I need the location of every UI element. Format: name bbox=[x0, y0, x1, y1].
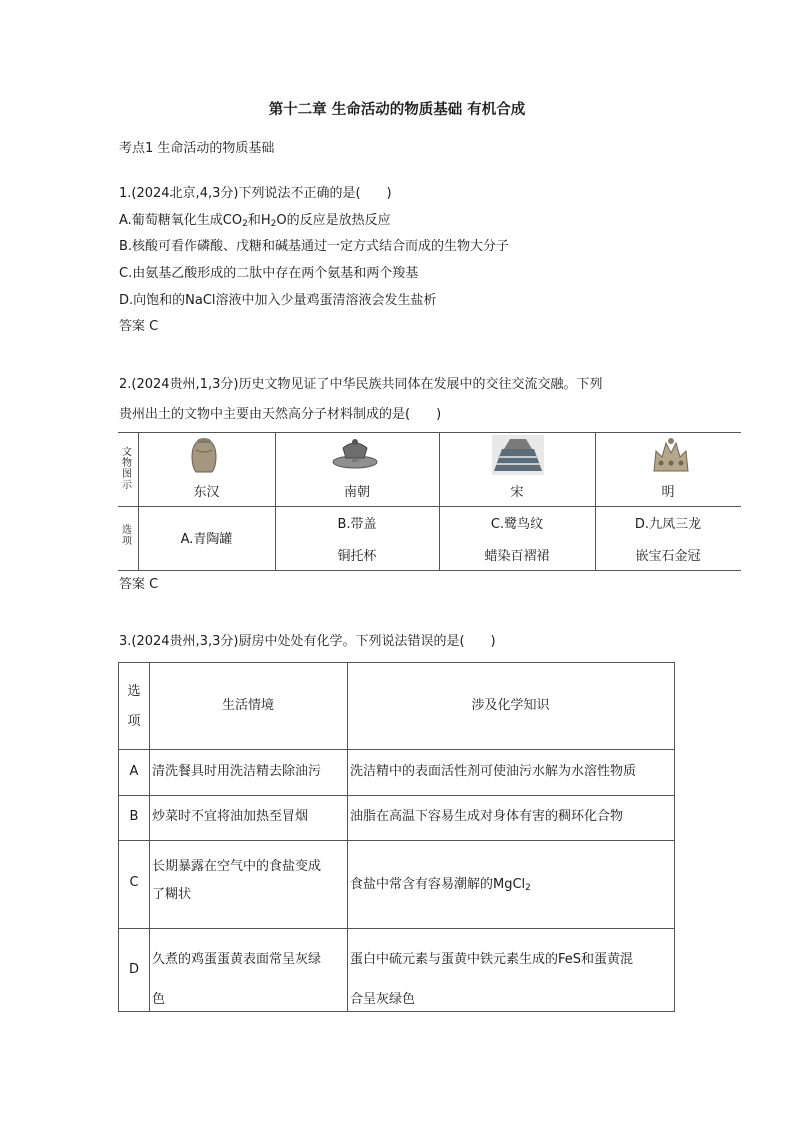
chapter-title: 第十二章 生命活动的物质基础 有机合成 bbox=[268, 102, 526, 118]
batik-skirt-image bbox=[492, 435, 544, 475]
option-d: D.九凤三龙 嵌宝石金冠 bbox=[634, 517, 702, 564]
q2-stem-line1: 2.(2024贵州,1,3分)历史文物见证了中华民族共同体在发展中的交往交流交融。下列 bbox=[119, 377, 603, 392]
artifact-table bbox=[118, 432, 741, 571]
q1-option-b: B.核酸可看作磷酸、戊糖和碱基通过一定方式结合而成的生物大分子 bbox=[119, 239, 510, 254]
q3-stem: 3.(2024贵州,3,3分)厨房中处处有化学。下列说法错误的是( ) bbox=[119, 634, 496, 649]
row-header-option: 选 项 bbox=[122, 525, 132, 547]
section-heading: 考点1 生命活动的物质基础 bbox=[119, 141, 275, 156]
header-context: 生活情境 bbox=[221, 698, 274, 713]
q2-answer: 答案 C bbox=[119, 577, 159, 592]
row-context: 长期暴露在空气中的食盐变成 了糊状 bbox=[152, 859, 322, 902]
row-label: D bbox=[128, 962, 139, 977]
q1-option-d: D.向饱和的NaCl溶液中加入少量鸡蛋清溶液会发生盐析 bbox=[119, 293, 437, 308]
q1-stem: 1.(2024北京,4,3分)下列说法不正确的是( ) bbox=[119, 186, 392, 201]
row-knowledge: 蛋白中硫元素与蛋黄中铁元素生成的FeS和蛋黄混 合呈灰绿色 bbox=[350, 952, 634, 1007]
row-knowledge: 油脂在高温下容易生成对身体有害的稠环化合物 bbox=[350, 809, 624, 824]
q1-option-c: C.由氨基乙酸形成的二肽中存在两个氨基和两个羧基 bbox=[119, 266, 419, 281]
era-label: 南朝 bbox=[343, 485, 370, 500]
header-knowledge: 涉及化学知识 bbox=[471, 698, 550, 713]
row-header-artifact-image: 文 物 图 示 bbox=[122, 447, 132, 491]
q1-answer: 答案 C bbox=[119, 319, 159, 334]
q2-stem-line2: 贵州出土的文物中主要由天然高分子材料制成的是( ) bbox=[119, 407, 442, 422]
era-label: 东汉 bbox=[193, 485, 220, 500]
row-knowledge: 洗洁精中的表面活性剂可使油污水解为水溶性物质 bbox=[350, 764, 637, 779]
row-knowledge: 食盐中常含有容易潮解的MgCl$_2$ bbox=[350, 877, 531, 893]
header-option: 选 项 bbox=[127, 684, 141, 729]
q1-option-a: A.葡萄糖氧化生成$CO_2$和$H_2O$的反应是放热反应 bbox=[119, 213, 391, 229]
row-context: 清洗餐具时用洗洁精去除油污 bbox=[152, 764, 322, 779]
option-a: A.青陶罐 bbox=[180, 532, 233, 547]
row-context: 久煮的鸡蛋蛋黄表面常呈灰绿 色 bbox=[152, 952, 322, 1007]
option-b: B.带盖 铜托杯 bbox=[337, 517, 377, 564]
pottery-jar-image bbox=[188, 436, 220, 474]
bronze-cup-image bbox=[330, 436, 380, 470]
row-label: B bbox=[129, 809, 139, 824]
era-label: 宋 bbox=[510, 485, 524, 500]
gold-crown-image bbox=[648, 435, 694, 475]
kitchen-chemistry-table bbox=[118, 662, 675, 1012]
row-context: 炒菜时不宜将油加热至冒烟 bbox=[152, 809, 309, 824]
row-label: A bbox=[129, 764, 139, 779]
option-c: C.鹭鸟纹 蜡染百褶裙 bbox=[484, 517, 550, 564]
row-label: C bbox=[129, 875, 139, 890]
era-label: 明 bbox=[661, 485, 675, 500]
